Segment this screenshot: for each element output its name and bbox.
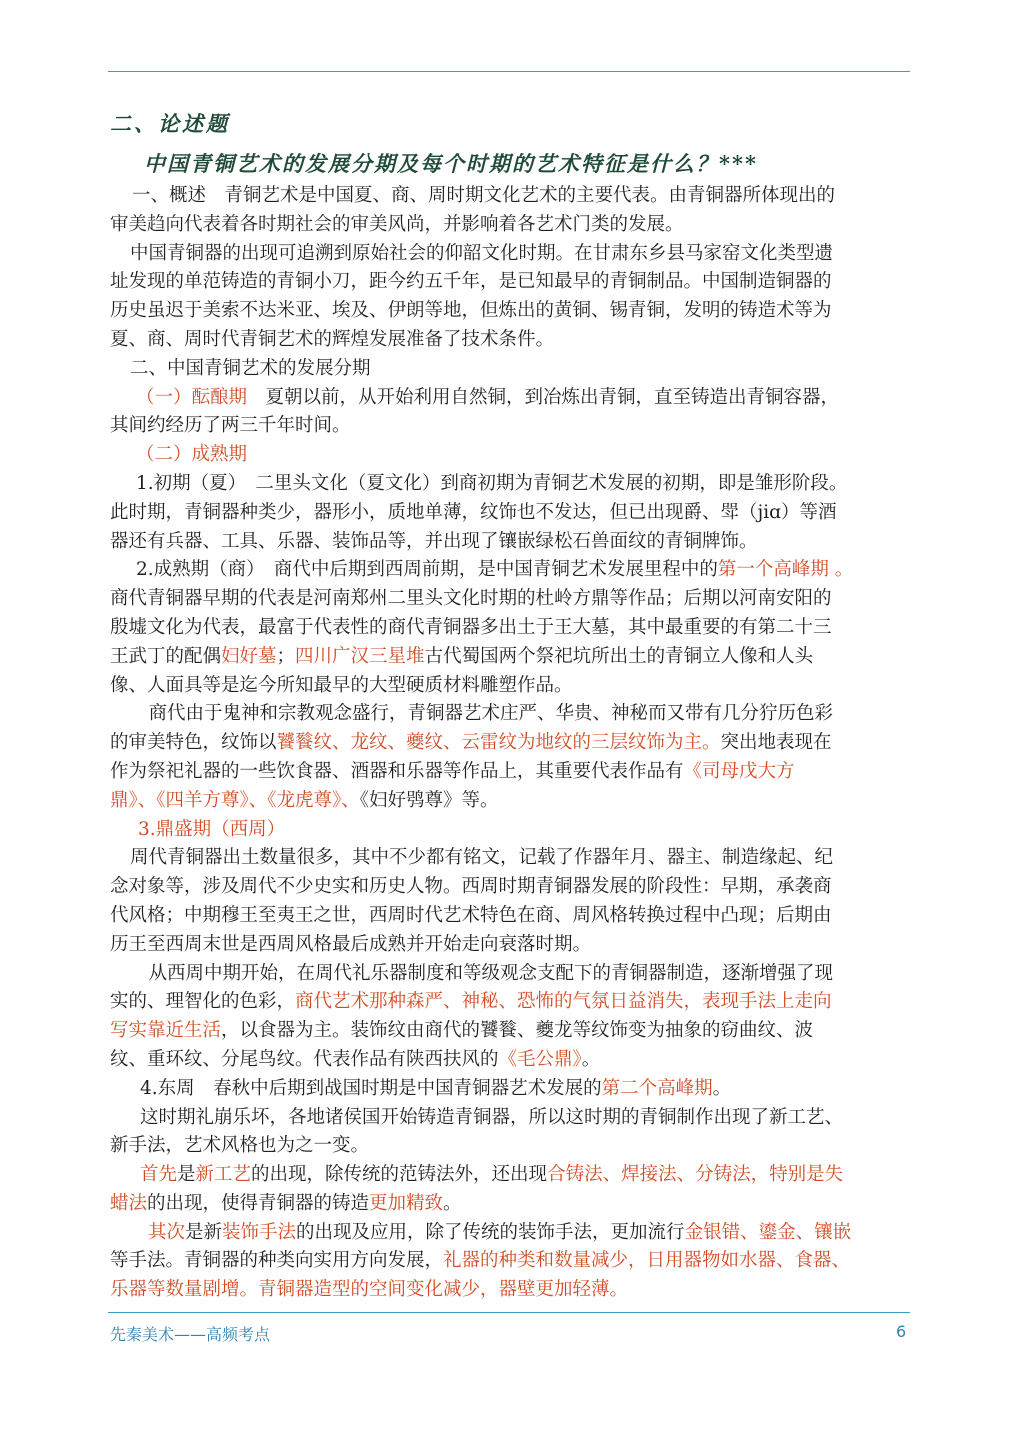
text-span: 王武丁的配偶 bbox=[110, 645, 222, 667]
paragraph bbox=[110, 787, 910, 816]
text-span: 。 bbox=[712, 1077, 732, 1099]
highlight: 四川广汉三星堆 bbox=[295, 645, 425, 667]
text-span: 的审美特色，纹饰以 bbox=[110, 732, 277, 754]
overview-block bbox=[110, 182, 910, 1305]
highlight: 商代艺术那种森严、神秘、恐怖的气氛日益消失，表现手法上走向 bbox=[295, 991, 832, 1013]
paragraph: 周代青铜器出土数量很多，其中不少都有铭文，记载了作器年月、器主、制造缘起、纪 bbox=[130, 847, 834, 869]
subheading: （二）成熟期 bbox=[136, 444, 248, 466]
text-span: 的出现，使得青铜器的铸造 bbox=[147, 1192, 370, 1214]
paragraph: 中国青铜器的出现可追溯到原始社会的仰韶文化时期。在甘肃东乡县马家窑文化类型遗 bbox=[130, 242, 834, 264]
paragraph: 新手法，艺术风格也为之一变。 bbox=[110, 1135, 370, 1157]
paragraph: 商代由于鬼神和宗教观念盛行，青铜器艺术庄严、华贵、神秘而又带有几分狞历色彩 bbox=[130, 703, 834, 725]
paragraph bbox=[110, 729, 910, 758]
paragraph: 从西周中期开始，在周代礼乐器制度和等级观念支配下的青铜器制造，逐渐增强了现 bbox=[130, 962, 834, 984]
paragraph: 念对象等，涉及周代不少史实和历史人物。西周时期青铜器发展的阶段性：早期，承袭商 bbox=[110, 876, 832, 898]
paragraph: 乐器等数量剧增。青铜器造型的空间变化减少，器壁更加轻薄。 bbox=[110, 1279, 629, 1301]
text-span: 是新 bbox=[185, 1221, 223, 1243]
paragraph: 这时期礼崩乐坏，各地诸侯国开始铸造青铜器，所以这时期的青铜制作出现了新工艺、 bbox=[140, 1106, 844, 1128]
text-span: 的出现，除传统的范铸法外，还出现 bbox=[251, 1164, 548, 1186]
text-span: 4.东周 春秋中后期到战国时期是中国青铜器艺术发展的 bbox=[140, 1077, 602, 1099]
highlight: 蜡法 bbox=[110, 1192, 148, 1214]
footer-title: 先秦美术——高频考点 bbox=[110, 1325, 271, 1344]
text-span: 是 bbox=[177, 1164, 196, 1186]
page-number: 6 bbox=[896, 1322, 907, 1341]
text-span: 纹、重环纹、分尾鸟纹。代表作品有陕西扶风的 bbox=[110, 1048, 499, 1070]
highlight: 妇好墓 bbox=[221, 645, 277, 667]
highlight: 合铸法、焊接法、分铸法，特别是失 bbox=[547, 1164, 844, 1186]
highlight: 《毛公鼎》 bbox=[498, 1048, 582, 1070]
paragraph: 代风格；中期穆王至夷王之世，西周时代艺术特色在商、周风格转换过程中凸现；后期由 bbox=[110, 904, 832, 926]
subheading: （一）酝酿期 bbox=[136, 386, 248, 408]
section-title: 二、论述题 bbox=[110, 111, 230, 136]
text-span: 突出地表现在 bbox=[720, 732, 832, 754]
paragraph: 一、概述 青铜艺术是中国夏、商、周时期文化艺术的主要代表。由青铜器所体现出的 bbox=[132, 185, 836, 206]
text-span: 等手法。青铜器的种类向实用方向发展， bbox=[110, 1250, 444, 1272]
paragraph: 此时期，青铜器种类少，器形小，质地单薄，纹饰也不发达，但已出现爵、斝（jiɑ）等酒 bbox=[110, 501, 837, 523]
text-span: 的出现及应用，除了传统的装饰手法，更加流行 bbox=[296, 1221, 685, 1243]
heading-development: 二、中国青铜艺术的发展分期 bbox=[130, 357, 371, 379]
paragraph: 历史虽迟于美索不达米亚、埃及、伊朗等地，但炼出的黄铜、锡青铜，发明的铸造术等为 bbox=[110, 300, 832, 322]
text-span: 2.成熟期（商） 商代中后期到西周前期，是中国青铜艺术发展里程中的 bbox=[136, 559, 718, 581]
paragraph: 夏、商、周时代青铜艺术的辉煌发展准备了技术条件。 bbox=[110, 328, 555, 350]
text-span: ； bbox=[276, 645, 296, 667]
text-span: 《妇好鸮尊》等。 bbox=[359, 789, 499, 811]
document-body bbox=[110, 108, 910, 1305]
highlight: 装饰手法 bbox=[222, 1221, 297, 1243]
paragraph: 审美趋向代表着各时期社会的审美风尚，并影响着各艺术门类的发展。 bbox=[110, 213, 684, 235]
paragraph bbox=[110, 384, 910, 413]
paragraph bbox=[110, 556, 910, 585]
paragraph: 殷墟文化为代表，最富于代表性的商代青铜器多出土于王大墓，其中最重要的有第二十三 bbox=[110, 616, 832, 638]
highlight: 鼎》、《四羊方尊》、《龙虎尊》、 bbox=[110, 789, 360, 811]
paragraph bbox=[110, 758, 910, 787]
highlight: 饕餮纹、龙纹、夔纹、云雷纹为地纹的三层纹饰为主。 bbox=[276, 732, 721, 754]
paragraph bbox=[110, 988, 910, 1017]
highlight: 新工艺 bbox=[195, 1164, 252, 1186]
highlight: 写实靠近生活 bbox=[110, 1020, 222, 1042]
paragraph bbox=[110, 1161, 910, 1190]
paragraph bbox=[110, 1219, 910, 1248]
text-span: 夏朝以前，从开始利用自然铜，到冶炼出青铜，直至铸造出青铜容器， bbox=[247, 386, 840, 408]
paragraph bbox=[110, 1247, 910, 1276]
highlight: 第二个高峰期 bbox=[601, 1077, 713, 1099]
paragraph: 址发现的单范铸造的青铜小刀，距今约五千年，是已知最早的青铜制品。中国制造铜器的 bbox=[110, 271, 832, 293]
paragraph: 1.初期（夏） 二里头文化（夏文化）到商初期为青铜艺术发展的初期，即是雏形阶段。 bbox=[136, 472, 848, 494]
highlight: 礼器的种类和数量减少，日用器物如水器、食器、 bbox=[443, 1250, 851, 1272]
question-title: 中国青铜艺术的发展分期及每个时期的艺术特征是什么？*** bbox=[144, 151, 758, 176]
header-rule bbox=[108, 71, 910, 72]
highlight: 第一个高峰期 。 bbox=[717, 559, 854, 581]
text-span: 作为祭祀礼器的一些饮食器、酒器和乐器等作品上，其重要代表作品有 bbox=[110, 760, 684, 782]
paragraph: 商代青铜器早期的代表是河南郑州二里头文化时期的杜岭方鼎等作品；后期以河南安阳的 bbox=[110, 588, 832, 610]
text-span: ，以食器为主。装饰纹由商代的饕餮、夔龙等纹饰变为抽象的窃曲纹、波 bbox=[221, 1020, 814, 1042]
highlight: 首先 bbox=[140, 1164, 178, 1186]
text-span: 。 bbox=[581, 1048, 601, 1070]
text-span: 实的、理智化的色彩， bbox=[110, 991, 296, 1013]
text-span: 。 bbox=[443, 1192, 462, 1214]
footer-rule bbox=[108, 1312, 910, 1313]
paragraph bbox=[110, 1190, 910, 1219]
paragraph: 其间约经历了两三千年时间。 bbox=[110, 415, 351, 437]
paragraph: 历王至西周末世是西周风格最后成熟并开始走向衰落时期。 bbox=[110, 933, 592, 955]
highlight: 金银错、鎏金、镶嵌 bbox=[684, 1221, 852, 1243]
paragraph bbox=[110, 1046, 910, 1075]
highlight: 《司母戊大方 bbox=[683, 760, 795, 782]
highlight: 其次 bbox=[148, 1221, 186, 1243]
subheading: 3.鼎盛期（西周） bbox=[138, 818, 286, 840]
paragraph: 器还有兵器、工具、乐器、装饰品等，并出现了镶嵌绿松石兽面纹的青铜牌饰。 bbox=[110, 530, 758, 552]
paragraph bbox=[110, 643, 910, 672]
paragraph bbox=[110, 1017, 910, 1046]
paragraph: 像、人面具等是迄今所知最早的大型硬质材料雕塑作品。 bbox=[110, 674, 573, 696]
paragraph bbox=[110, 1075, 910, 1104]
highlight: 更加精致 bbox=[369, 1192, 444, 1214]
text-span: 古代蜀国两个祭祀坑所出土的青铜立人像和人头 bbox=[424, 645, 814, 667]
